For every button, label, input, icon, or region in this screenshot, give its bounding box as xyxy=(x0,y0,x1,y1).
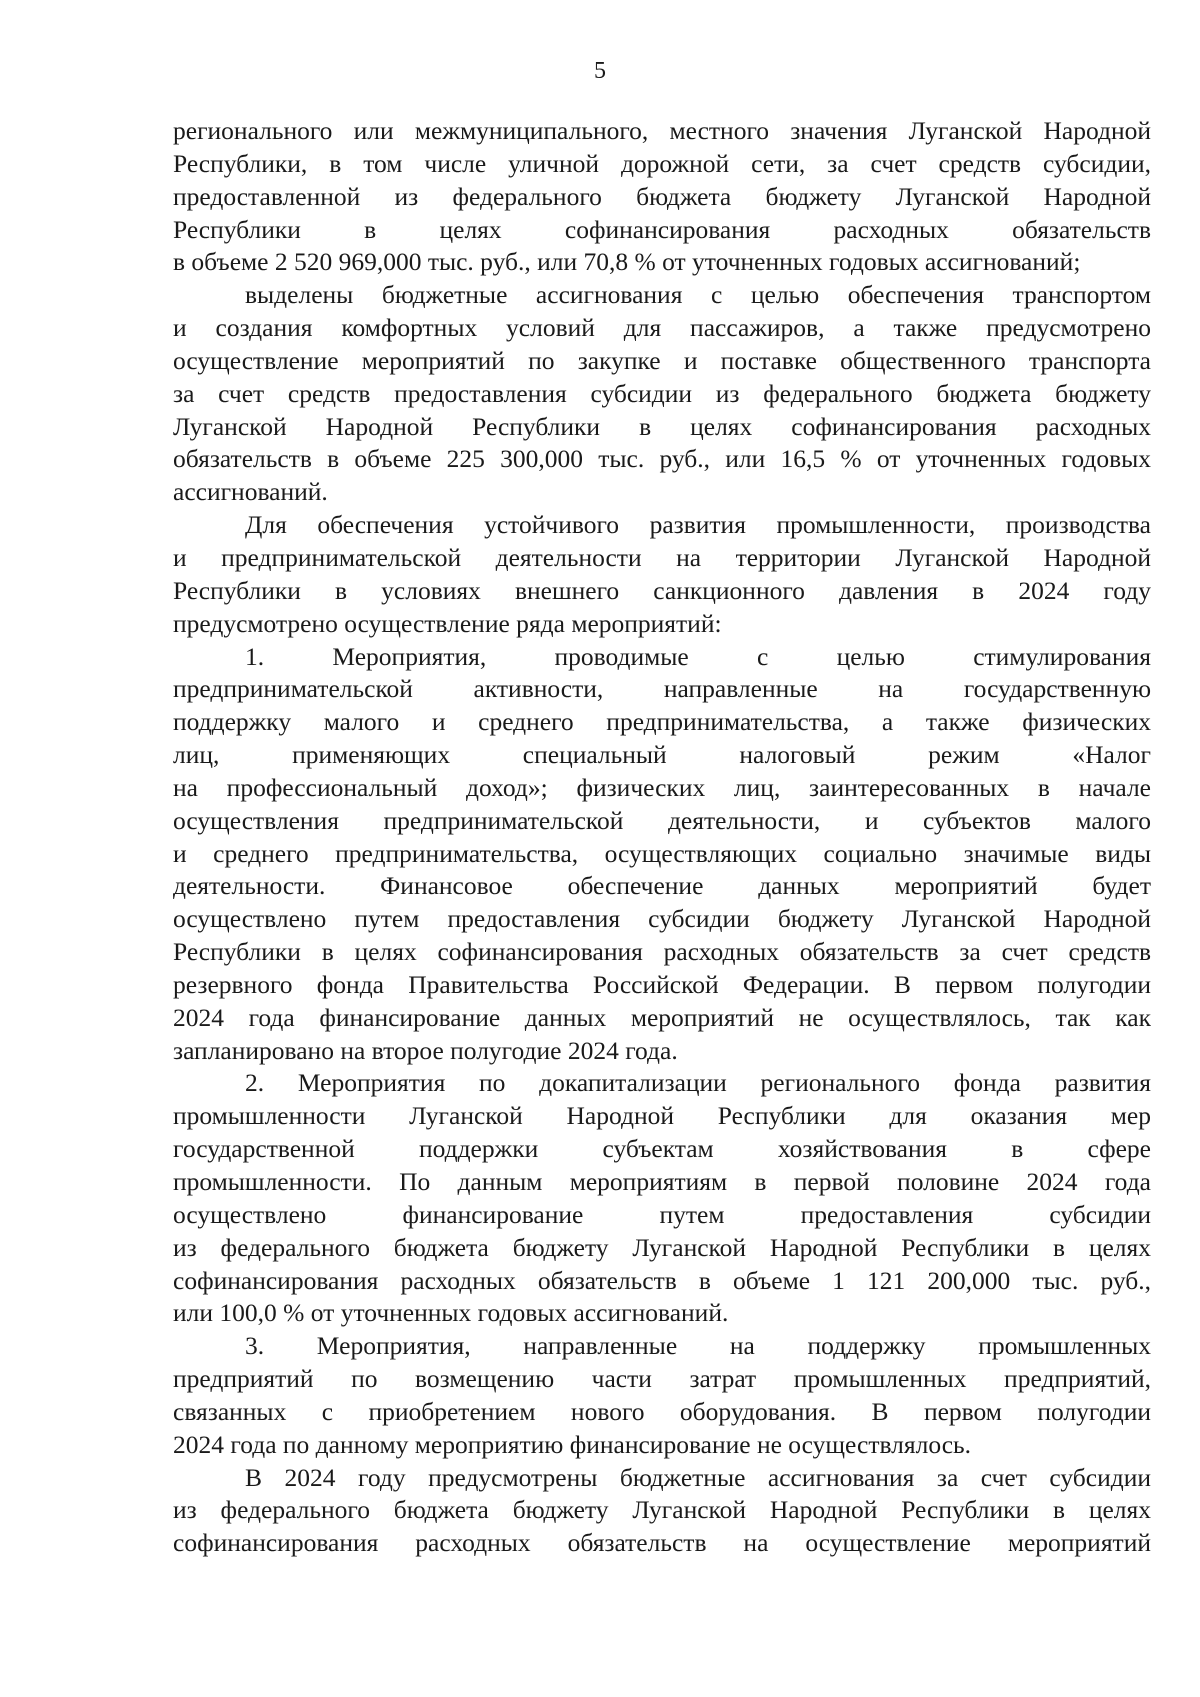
text-line: ассигнований. xyxy=(173,477,328,507)
text-line: связанных с приобретением нового оборудования. В первом полугодии xyxy=(173,1396,1151,1426)
text-line: 2024 года по данному мероприятию финансирование не осуществлялось. xyxy=(173,1429,972,1459)
text-line: осуществлено финансирование путем предоставления субсидии xyxy=(173,1199,1151,1229)
text-line: в объеме 2 520 969,000 тыс. руб., или 70,8 % от уточненных годовых ассигнований; xyxy=(173,247,1081,277)
text-line: промышленности Луганской Народной Республики для оказания мер xyxy=(173,1101,1151,1131)
text-line: резервного фонда Правительства Российской Федерации. В первом полугодии xyxy=(173,969,1151,999)
page-number: 5 xyxy=(594,58,606,84)
text-line: В 2024 году предусмотрены бюджетные ассигнования за счет субсидии xyxy=(245,1462,1151,1492)
text-line: осуществления предпринимательской деятельности, и субъектов малого xyxy=(173,805,1151,835)
text-line: Республики в целях софинансирования расходных обязательств xyxy=(173,214,1151,244)
text-line: предприятий по возмещению части затрат промышленных предприятий, xyxy=(173,1364,1151,1394)
text-line: Республики в условиях внешнего санкционного давления в 2024 году xyxy=(173,575,1151,605)
text-line: и предпринимательской деятельности на территории Луганской Народной xyxy=(173,542,1151,572)
text-line: предпринимательской активности, направленные на государственную xyxy=(173,674,1151,704)
text-line: осуществлено путем предоставления субсидии бюджету Луганской Народной xyxy=(173,904,1151,934)
text-line: на профессиональный доход»; физических лиц, заинтересованных в начале xyxy=(173,772,1151,802)
text-line: предоставленной из федерального бюджета бюджету Луганской Народной xyxy=(173,181,1151,211)
text-line: Республики в целях софинансирования расходных обязательств за счет средств xyxy=(173,937,1151,967)
text-line: 3. Мероприятия, направленные на поддержку промышленных xyxy=(245,1331,1151,1361)
text-line: и среднего предпринимательства, осуществляющих социально значимые виды xyxy=(173,838,1151,868)
text-line: и создания комфортных условий для пассажиров, а также предусмотрено xyxy=(173,313,1151,343)
text-line: запланировано на второе полугодие 2024 года. xyxy=(173,1035,678,1065)
text-line: регионального или межмуниципального, местного значения Луганской Народной xyxy=(173,116,1151,145)
text-line: 2. Мероприятия по докапитализации регионального фонда развития xyxy=(245,1068,1151,1098)
text-line: из федерального бюджета бюджету Луганской Народной Республики в целях xyxy=(173,1495,1151,1525)
text-line: 2024 года финансирование данных мероприятий не осуществлялось, так как xyxy=(173,1002,1151,1032)
text-line: государственной поддержки субъектам хозяйствования в сфере xyxy=(173,1134,1151,1164)
text-line: из федерального бюджета бюджету Луганской Народной Республики в целях xyxy=(173,1232,1151,1262)
text-line: софинансирования расходных обязательств в объеме 1 121 200,000 тыс. руб., xyxy=(173,1265,1151,1295)
text-line: 1. Мероприятия, проводимые с целью стимулирования xyxy=(245,641,1151,671)
text-line: выделены бюджетные ассигнования с целью обеспечения транспортом xyxy=(245,280,1151,310)
text-line: промышленности. По данным мероприятиям в первой половине 2024 года xyxy=(173,1167,1151,1196)
text-line: деятельности. Финансовое обеспечение данных мероприятий будет xyxy=(173,871,1151,901)
text-line: осуществление мероприятий по закупке и поставке общественного транспорта xyxy=(173,345,1151,375)
text-line: Для обеспечения устойчивого развития промышленности, производства xyxy=(245,510,1151,540)
text-line: софинансирования расходных обязательств на осуществление мероприятий xyxy=(173,1528,1151,1558)
text-line: за счет средств предоставления субсидии из федерального бюджета бюджету xyxy=(173,378,1151,408)
text-line: Республики, в том числе уличной дорожной сети, за счет средств субсидии, xyxy=(173,148,1151,178)
text-line: Луганской Народной Республики в целях софинансирования расходных xyxy=(173,411,1151,441)
text-line: лиц, применяющих специальный налоговый режим «Налог xyxy=(173,740,1151,770)
text-line: или 100,0 % от уточненных годовых ассигнований. xyxy=(173,1298,729,1328)
document-body xyxy=(173,115,1151,1560)
text-line: поддержку малого и среднего предпринимательства, а также физических xyxy=(173,707,1151,737)
text-line: предусмотрено осуществление ряда мероприятий: xyxy=(173,608,722,638)
text-line: обязательств в объеме 225 300,000 тыс. руб., или 16,5 % от уточненных годовых xyxy=(173,444,1151,474)
